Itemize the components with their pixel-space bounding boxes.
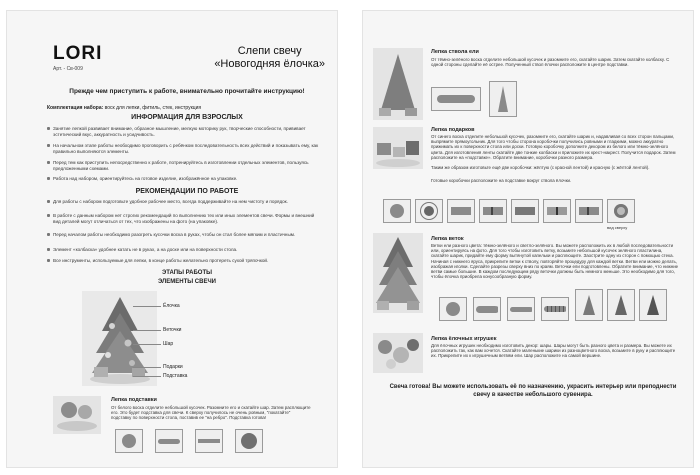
step-gift-press	[415, 199, 443, 223]
stages-heading: ЭТАПЫ РАБОТЫ	[162, 270, 212, 276]
stand-photo	[53, 396, 101, 434]
stand-image	[53, 396, 101, 434]
step-flatten	[155, 429, 183, 453]
flat-disc-icon	[158, 439, 180, 444]
step-trunk-roll	[431, 87, 481, 111]
step-stand-done	[235, 429, 263, 453]
top-view-caption: вид сверху	[607, 225, 628, 230]
adult-info-heading: ИНФОРМАЦИЯ ДЛЯ ВЗРОСЛЫХ	[131, 114, 243, 121]
step-trunk-cone	[489, 81, 517, 117]
gifts-heading: Лепка подарков	[431, 127, 475, 133]
gift-box-icon	[515, 207, 535, 215]
step-branch-flat	[507, 297, 535, 321]
top-view-icon	[614, 204, 628, 218]
block-icon	[451, 207, 471, 215]
kit-value: воск для лепки, фитиль, стек, инструкция	[104, 105, 202, 111]
cut-branch-icon	[544, 306, 566, 312]
label-tree: Ёлочка	[163, 303, 180, 309]
label-branches: Веточки	[163, 327, 182, 333]
gifts-note-2: Готовые коробочки расположите на подставке вокруг ствола ёлочки.	[431, 178, 572, 183]
step-gift-ball	[383, 199, 411, 223]
adult-bullet: На начальном этапе работы необходимо проговорить с ребёнком последовательность всех действий и показывать ему, как правильно выполняются элементы.	[53, 143, 323, 154]
final-message: Свеча готова! Вы можете использовать её по назначению, украсить интерьер или преподнести свечу в качестве небольшого сувенира.	[389, 384, 677, 398]
gift-box-icon	[579, 207, 599, 215]
gifts-image	[373, 127, 423, 169]
step-gift-blue	[575, 199, 603, 223]
step-gift-yellow	[543, 199, 571, 223]
gifts-text: От синего воска отделите небольшой кусочек, разомните его, скатайте шарик и, надавливая со всех сторон пальцами, выпрямите прямоугольник. Для того чтобы сторона коробочки получились ровными и гладкими, можно аккуратно прижимать их к поверхности стола или доски. Готовую коробочку дополните декором из белого или тёмно-зелёного цвета. Для изготовления ленты скатайте две тонкие колбаски и приложите их крест-накрест. Получится подарок. Затем расположите на «подставке». Обратите внимание, коробочки разного размера.	[431, 134, 676, 160]
cone-icon	[498, 86, 508, 112]
rec-bullet: В работе с данным набором нет строгих рекомендаций по выполнению тех или иных элементов свечи. Формы и внешний вид деталей могут отличаться от тех, что изображены на фото (на упаковке).	[53, 213, 323, 224]
bar-icon	[198, 439, 220, 443]
lead-warning: Прежде чем приступить к работе, внимательно прочитайте инструкцию!	[69, 88, 305, 95]
label-stand: Подставка	[163, 373, 188, 379]
brand-logo: LORI	[53, 43, 103, 64]
drop-icon	[476, 306, 498, 313]
toys-text: Для ёлочных игрушек необходимо изготовить декор: шары. Шары могут быть разного цвета и размера. Вы можете их расположить так, как вам хочется. Скатайте маленькие шарики из разноцветного воска, возьмите в руку и расплющите их. Прикрепите их к игрушечным ветвям ели. Шар расположите на самой вершине.	[431, 343, 676, 359]
title-line-1: Слепи свечу	[237, 45, 302, 57]
kit-contents	[47, 105, 327, 111]
step-gift-topview	[607, 199, 635, 223]
adult-bullet: Работа над набором, ориентируйтесь на готовое изделие, изображённое на упаковке.	[53, 176, 323, 182]
instruction-page-left	[6, 10, 338, 468]
step-branch-ball	[439, 297, 467, 321]
branches-tree-image	[373, 233, 423, 313]
label-ball: Шар	[163, 341, 174, 347]
toys-image	[373, 333, 423, 373]
ball-icon	[122, 434, 136, 448]
instruction-page-right	[362, 10, 694, 468]
trunk-photo	[373, 48, 423, 120]
step-branch-drop	[473, 297, 501, 321]
trunk-tree-image	[373, 48, 423, 120]
branch-tree-icon	[647, 295, 659, 315]
stand-heading: Лепка подставки	[111, 397, 157, 403]
gift-box-icon	[547, 207, 567, 215]
ball-icon	[446, 302, 460, 316]
branches-photo	[373, 233, 423, 313]
ball-icon	[390, 204, 404, 218]
step-gift-red	[511, 199, 539, 223]
toys-heading: Лепка ёлочных игрушек	[431, 336, 497, 342]
article-number: Арт. - Св-009	[53, 66, 83, 72]
step-branch-tree-1	[575, 289, 603, 321]
branches-heading: Лепка веток	[431, 236, 464, 242]
step-gift-ribbon	[479, 199, 507, 223]
press-icon	[424, 206, 434, 216]
step-gift-block	[447, 199, 475, 223]
roll-icon	[437, 95, 475, 103]
trunk-heading: Лепка ствола ели	[431, 49, 479, 55]
flat-drop-icon	[510, 307, 532, 312]
stages-subheading: ЭЛЕМЕНТЫ СВЕЧИ	[158, 279, 216, 285]
label-gifts: Подарки	[163, 364, 183, 370]
page-title	[214, 45, 325, 71]
gifts-note-1: Таким же образом изготовьте ещё две коробочки: жёлтую (с красной лентой) и красную (с жёлтой лентой).	[431, 165, 650, 170]
title-line-2: «Новогодняя ёлочка»	[214, 58, 325, 70]
adult-bullet: Занятие лепкой развивает внимание, образное мышление, мелкую моторику рук, творческие способности, прививает эстетический вкус, аккуратность и усидчивость.	[53, 126, 323, 137]
stand-text: От белого воска отделите небольшой кусочек. Разомните его и скатайте шар. Затем расплющите его. Это будет подставка для свечи. К сверху получилось не очень ровным, "покатайте" подставку по поверхности стола, поставив ее "на ребро". Подставка готова!	[111, 405, 311, 421]
rec-bullet: Элемент «колбаска» удобнее катать не в руках, а на доске или на поверхности стола.	[53, 247, 323, 253]
rec-bullet: Перед началом работы необходимо разогреть кусочки воска в руках, чтобы он стал более мягким и пластичным.	[53, 232, 323, 238]
rec-bullet: Для работы с набором подготовьте удобное рабочее место, всегда поддерживайте на нем чистоту и порядок.	[53, 199, 323, 205]
gifts-photo	[373, 127, 423, 169]
recommendations-heading: РЕКОМЕНДАЦИИ ПО РАБОТЕ	[135, 188, 239, 195]
step-branch-tree-3	[639, 289, 667, 321]
ribbon-box-icon	[483, 207, 503, 215]
step-bar	[195, 429, 223, 453]
branch-tree-icon	[615, 295, 627, 315]
branches-text: Ветки ели разного цвета: тёмно-зелёного и светло-зелёного. Вы можете расположить их в любой последовательности или, ориентируясь на фото. Для того чтобы изготовить ветку, возьмите небольшой кусочек зелёного пластилина, скатайте шарик, придайте ему форму вытянутой капельки и расплющите. Заострите одну из сторон с помощью стека. Начиная с нижнего яруса, прикрепите ветки к стволу, повторяйте процедуру для каждой ветки. Ветви ели можно делать, изображая иголки. Сделайте разрезы сверху вниз по краям. Веточки ели подготовлены. Обратите внимание, что нижние ветви самые большие. В каждом последующем ряду веточки должны быть немного меньше. Это необходимо для того, чтобы ёлочка приобрела конусообразную форму.	[431, 243, 679, 280]
branch-tree-icon	[583, 295, 595, 315]
toys-photo	[373, 333, 423, 373]
trunk-text: От тёмно-зелёного воска отделите небольшой кусочек и разомните его, скатайте шарик. Затем скатайте колбаску. С одной стороны сделайте её острее. Полученный ствол ёлочки расположите в центре подставки.	[431, 57, 670, 68]
kit-label: Комплектация набора:	[47, 105, 104, 111]
step-branch-tree-2	[607, 289, 635, 321]
step-ball	[115, 429, 143, 453]
adult-bullet: Перед тем как приступить непосредственно к работе, потренируйтесь в изготовлении отдельных элементов, пользуясь предложенными схемами.	[53, 160, 323, 171]
rec-bullet: Все инструменты, используемые для лепки, в конце работы желательно протереть сухой тряпочкой.	[53, 258, 323, 264]
stand-disc-icon	[241, 433, 257, 449]
step-branch-cut	[541, 297, 569, 321]
